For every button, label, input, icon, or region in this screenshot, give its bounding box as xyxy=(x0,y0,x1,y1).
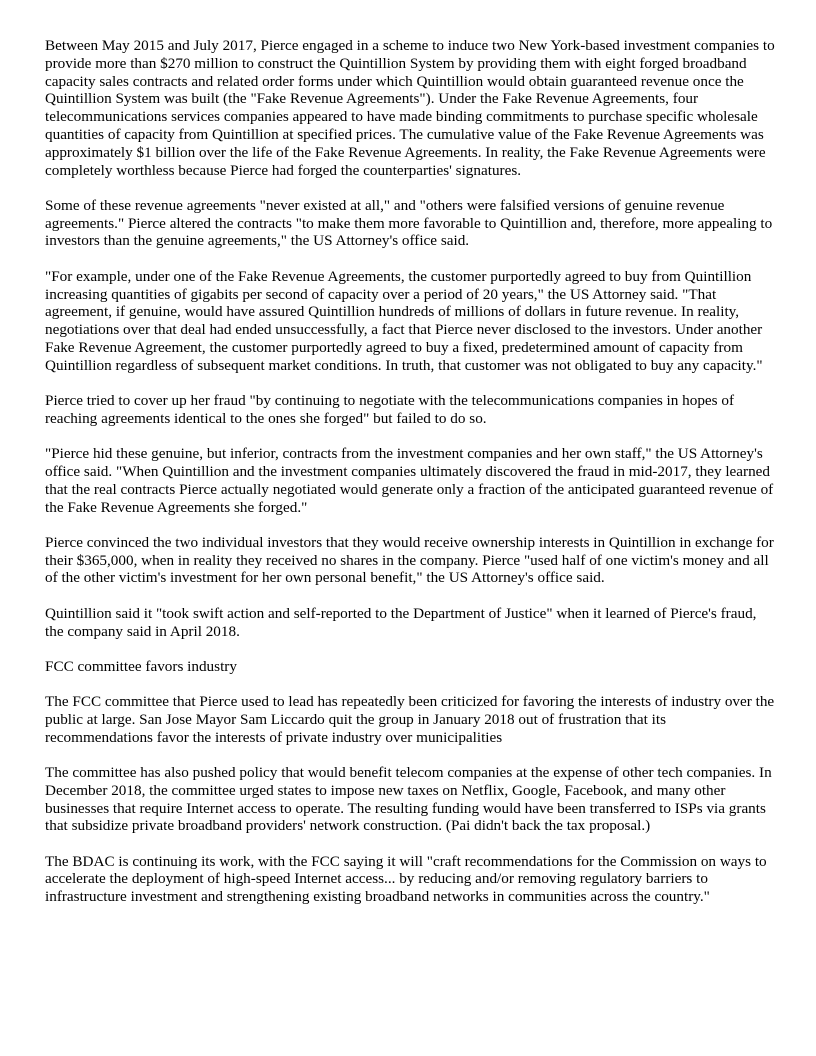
paragraph-committee-criticized: The FCC committee that Pierce used to lead has repeatedly been criticized for favoring the interests of industry over the public at large. San Jose Mayor Sam Liccardo quit the group in January 2018 out of frustration that its recommendations favor the interests of private industry over municipalities xyxy=(45,693,775,746)
paragraph-individual-investors: Pierce convinced the two individual investors that they would receive ownership interests in Quintillion in exchange for their $365,000, when in reality they received no shares in the company. Pierce "used half of one victim's money and all of the other victim's investment for her own personal benefit," the US Attorney's office said. xyxy=(45,533,774,587)
paragraph-hid-contracts: "Pierce hid these genuine, but inferior, contracts from the investment companies and her own staff," the US Attorney's office said. "When Quintillion and the investment companies ultimately discovered the fraud in mid-2017, they learned that the real contracts Pierce actually negotiated would generate only a fraction of the anticipated guaranteed revenue of the Fake Revenue Agreements she forged." xyxy=(45,445,774,516)
paragraph-fake-revenue-scheme: Between May 2015 and July 2017, Pierce engaged in a scheme to induce two New York-based investment companies to provide more than $270 million to construct the Quintillion System by providing them with eight forged broadband capacity sales contracts and related order forms under which Quintillion would obtain guaranteed revenue once the Quintillion System was built (the "Fake Revenue Agreements"). Under the Fake Revenue Agreements, four telecommunications services companies appeared to have made binding commitments to purchase specific wholesale quantities of capacity from Quintillion at specified prices. The cumulative value of the Fake Revenue Agreements was approximately $1 billion over the life of the Fake Revenue Agreements. In reality, the Fake Revenue Agreements were completely worthless because Pierce had forged the counterparties' signatures. xyxy=(45,37,775,179)
paragraph-committee-policy: The committee has also pushed policy that would benefit telecom companies at the expense of other tech companies. In December 2018, the committee urged states to impose new taxes on Netflix, Google, Facebook, and many other businesses that require Internet access to operate. The resulting funding would have been transferred to ISPs via grants that subsidize private broadband providers' network construction. (Pai didn't back the tax proposal.) xyxy=(45,764,772,835)
paragraph-bdac-work: The BDAC is continuing its work, with the FCC saying it will "craft recommendations for the Commission on ways to accelerate the deployment of high-speed Internet access... by reducing and/or removing regulatory barriers to infrastructure investment and strengthening existing broadband networks in communities across the country." xyxy=(45,852,767,906)
paragraph-cover-up: Pierce tried to cover up her fraud "by continuing to negotiate with the telecommunications companies in hopes of reaching agreements identical to the ones she forged" but failed to do so. xyxy=(45,392,735,427)
paragraph-falsified-agreements: Some of these revenue agreements "never existed at all," and "others were falsified versions of genuine revenue agreements." Pierce altered the contracts "to make them more favorable to Quintillion and, therefore, more appealing to investors than the genuine agreements," the US Attorney's office said. xyxy=(45,196,773,250)
section-heading: FCC committee favors industry xyxy=(45,657,237,675)
paragraph-quintillion-statement: Quintillion said it "took swift action and self-reported to the Department of Justice" when it learned of Pierce's fraud, the company said in April 2018. xyxy=(45,604,757,640)
paragraph-example-agreements: "For example, under one of the Fake Revenue Agreements, the customer purportedly agreed to buy from Quintillion increasing quantities of gigabits per second of capacity over a period of 20 years," the US Attorney said. "That agreement, if genuine, would have assured Quintillion hundreds of millions of dollars in future revenue. In reality, negotiations over that deal had ended unsuccessfully, a fact that Pierce never disclosed to the investors. Under another Fake Revenue Agreement, the customer purportedly agreed to buy a fixed, predetermined amount of capacity from Quintillion regardless of subsequent market conditions. In truth, that customer was not obligated to buy any capacity." xyxy=(45,267,763,374)
